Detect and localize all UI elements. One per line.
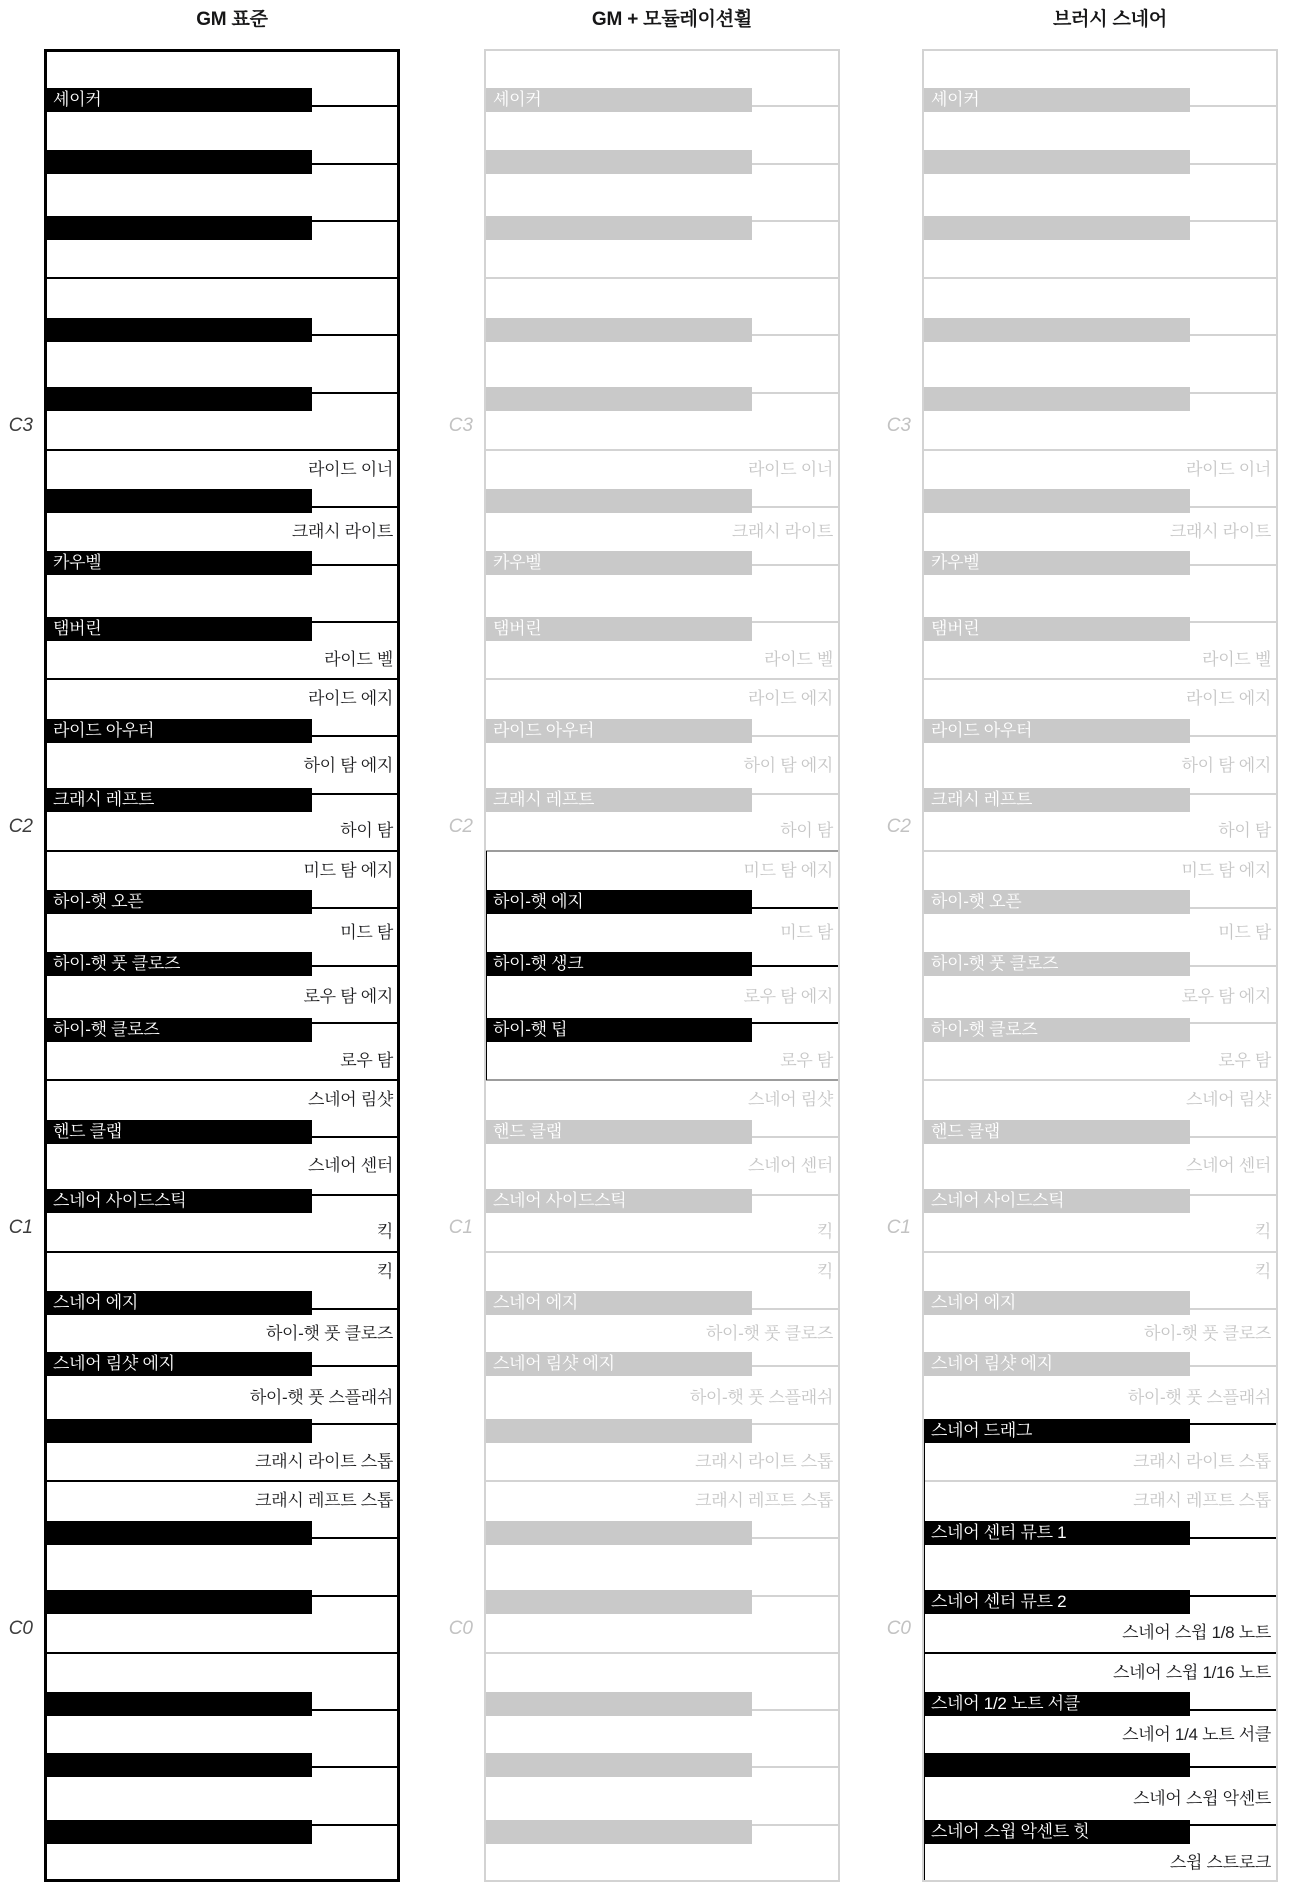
white-key-label: 하이-햇 풋 스플래쉬	[689, 1387, 833, 1407]
black-key	[44, 1753, 312, 1777]
black-key	[922, 1352, 1190, 1376]
white-key-label: 라이드 에지	[1185, 689, 1271, 709]
octave-marker: C0	[886, 1618, 911, 1640]
white-key-divider	[44, 1652, 400, 1654]
black-key	[44, 1590, 312, 1614]
white-key-label: 미드 탐 에지	[743, 860, 833, 880]
white-key-label: 스윕 스트로크	[1169, 1852, 1271, 1872]
white-key-divider	[44, 1480, 400, 1482]
keyboard-brush-snare	[922, 49, 1278, 1882]
black-key	[484, 1521, 752, 1545]
white-key-label: 로우 탐	[1218, 1050, 1271, 1070]
black-key-label: 크래시 레프트	[931, 789, 1033, 809]
black-key	[922, 318, 1190, 342]
black-key-label: 스네어 센터 뮤트 2	[931, 1591, 1067, 1611]
black-key	[44, 216, 312, 240]
black-key-label: 하이-햇 오픈	[53, 892, 144, 912]
black-key-label: 카우벨	[493, 552, 542, 572]
black-key	[922, 719, 1190, 743]
black-key-label: 카우벨	[53, 552, 102, 572]
white-key-divider	[44, 277, 400, 279]
white-key-label: 스네어 스윕 1/16 노트	[1112, 1662, 1271, 1682]
black-key	[922, 1692, 1190, 1716]
white-key-label: 하이 탐	[1218, 821, 1271, 841]
black-key-label: 하이-햇 에지	[493, 892, 584, 912]
white-key-divider	[922, 1652, 1278, 1654]
black-key-label: 하이-햇 오픈	[931, 892, 1022, 912]
white-key-label: 하이-햇 풋 클로즈	[1143, 1323, 1271, 1343]
black-key-label: 라이드 아우터	[493, 721, 595, 741]
black-key	[484, 1291, 752, 1315]
black-key	[484, 1692, 752, 1716]
white-key-label: 하이-햇 풋 클로즈	[705, 1323, 833, 1343]
black-key	[44, 890, 312, 914]
black-key-label: 셰이커	[53, 90, 102, 110]
white-key-label: 로우 탐	[340, 1050, 393, 1070]
black-key	[44, 387, 312, 411]
octave-marker: C2	[886, 816, 911, 838]
white-key-label: 라이드 에지	[747, 689, 833, 709]
black-key	[44, 617, 312, 641]
black-key-label: 핸드 클랩	[931, 1122, 1000, 1142]
white-key-divider	[484, 1251, 840, 1253]
white-key-label: 하이 탐	[780, 821, 833, 841]
white-key-label: 라이드 벨	[1202, 649, 1271, 669]
black-key-label: 크래시 레프트	[493, 789, 595, 809]
white-key-label: 로우 탐 에지	[303, 986, 393, 1006]
black-key	[484, 1753, 752, 1777]
white-key-label: 킥	[376, 1261, 393, 1281]
white-key-divider	[44, 678, 400, 680]
white-key-label: 스네어 1/4 노트 서클	[1122, 1724, 1271, 1744]
black-key	[484, 1352, 752, 1376]
black-key	[44, 1291, 312, 1315]
white-key-label: 하이 탐 에지	[303, 755, 393, 775]
white-key-divider	[44, 1079, 400, 1081]
black-key-label: 스네어 사이드스틱	[493, 1190, 627, 1210]
black-key	[922, 551, 1190, 575]
white-key-label: 크래시 라이트	[291, 521, 393, 541]
black-key	[484, 788, 752, 812]
black-key-label: 하이-햇 클로즈	[931, 1019, 1038, 1039]
black-key	[484, 88, 752, 112]
white-key-label: 킥	[816, 1261, 833, 1281]
black-key-label: 탬버린	[931, 618, 980, 638]
white-key-label: 크래시 라이트	[1169, 521, 1271, 541]
white-key-label: 스네어 스윕 악센트	[1133, 1788, 1271, 1808]
white-key-divider	[484, 1652, 840, 1654]
white-key-label: 크래시 레프트 스톱	[1133, 1491, 1271, 1511]
white-key-label: 하이 탐 에지	[1181, 755, 1271, 775]
black-key-label: 탬버린	[53, 618, 102, 638]
black-key	[484, 387, 752, 411]
black-key-label: 하이-햇 풋 클로즈	[931, 953, 1059, 973]
white-key-label: 라이드 에지	[307, 689, 393, 709]
white-key-divider	[922, 277, 1278, 279]
black-key	[484, 952, 752, 976]
black-key-label: 스네어 에지	[493, 1293, 579, 1313]
black-key-label: 스네어 림샷 에지	[493, 1354, 615, 1374]
white-key-divider	[922, 1480, 1278, 1482]
white-key-label: 라이드 이너	[307, 459, 393, 479]
black-key-label: 스네어 센터 뮤트 1	[931, 1523, 1067, 1543]
white-key-label: 로우 탐 에지	[1181, 986, 1271, 1006]
black-key	[922, 489, 1190, 513]
white-key-label: 크래시 레프트 스톱	[255, 1491, 393, 1511]
white-key-label: 스네어 스윕 1/8 노트	[1122, 1623, 1271, 1643]
black-key	[44, 551, 312, 575]
black-key-label: 탬버린	[493, 618, 542, 638]
black-key-label: 스네어 스윕 악센트 힛	[931, 1821, 1090, 1841]
black-key-label: 하이-햇 풋 클로즈	[53, 953, 181, 973]
black-key	[484, 1590, 752, 1614]
octave-marker: C3	[886, 415, 911, 437]
black-key	[922, 1189, 1190, 1213]
white-key-divider	[484, 449, 840, 451]
black-key-label: 라이드 아우터	[931, 721, 1033, 741]
black-key-label: 하이-햇 클로즈	[53, 1019, 160, 1039]
white-key-divider	[44, 449, 400, 451]
black-key-label: 스네어 에지	[931, 1293, 1017, 1313]
black-key	[44, 1120, 312, 1144]
white-key-label: 킥	[816, 1222, 833, 1242]
white-key-label: 미드 탐	[340, 922, 393, 942]
black-key-label: 핸드 클랩	[493, 1122, 562, 1142]
black-key	[484, 719, 752, 743]
black-key-label: 크래시 레프트	[53, 789, 155, 809]
white-key-label: 스네어 센터	[747, 1156, 833, 1176]
white-key-label: 하이 탐 에지	[743, 755, 833, 775]
black-key	[484, 1018, 752, 1042]
white-key-label: 라이드 이너	[1185, 459, 1271, 479]
black-key	[922, 1419, 1190, 1443]
keyboard-gm-modwheel	[484, 49, 840, 1882]
white-key-divider	[44, 850, 400, 852]
white-key-label: 미드 탐	[1218, 922, 1271, 942]
white-key-label: 로우 탐	[780, 1050, 833, 1070]
black-key	[484, 1189, 752, 1213]
black-key	[484, 318, 752, 342]
black-key	[44, 1692, 312, 1716]
black-key	[44, 788, 312, 812]
black-key-label: 스네어 림샷 에지	[53, 1354, 175, 1374]
white-key-divider	[484, 1480, 840, 1482]
black-key	[44, 1018, 312, 1042]
black-key	[922, 1521, 1190, 1545]
black-key	[484, 1820, 752, 1844]
black-key	[484, 1120, 752, 1144]
black-key	[922, 1590, 1190, 1614]
octave-marker: C0	[448, 1618, 473, 1640]
white-key-label: 킥	[376, 1222, 393, 1242]
black-key-label: 셰이커	[493, 90, 542, 110]
black-key	[922, 1291, 1190, 1315]
octave-marker: C1	[448, 1217, 473, 1239]
white-key-label: 크래시 라이트	[731, 521, 833, 541]
white-key-label: 스네어 센터	[307, 1156, 393, 1176]
white-key-divider	[922, 850, 1278, 852]
black-key-label: 스네어 사이드스틱	[931, 1190, 1065, 1210]
black-key-label: 라이드 아우터	[53, 721, 155, 741]
octave-marker: C1	[886, 1217, 911, 1239]
white-key-label: 크래시 라이트 스톱	[1133, 1451, 1271, 1471]
white-key-label: 스네어 센터	[1185, 1156, 1271, 1176]
white-key-divider	[922, 449, 1278, 451]
black-key	[44, 1189, 312, 1213]
black-key	[484, 617, 752, 641]
white-key-label: 하이-햇 풋 스플래쉬	[1127, 1387, 1271, 1407]
black-key-label: 스네어 림샷 에지	[931, 1354, 1053, 1374]
column-title-gm-modwheel: GM + 모듈레이션휠	[591, 9, 753, 30]
white-key-label: 미드 탐 에지	[1181, 860, 1271, 880]
white-key-divider	[922, 1251, 1278, 1253]
white-key-divider	[922, 678, 1278, 680]
black-key	[922, 88, 1190, 112]
black-key	[922, 890, 1190, 914]
black-key	[484, 216, 752, 240]
white-key-divider	[484, 1079, 840, 1081]
black-key-label: 셰이커	[931, 90, 980, 110]
black-key-label: 스네어 1/2 노트 서클	[931, 1694, 1080, 1714]
black-key	[44, 150, 312, 174]
white-key-divider	[484, 678, 840, 680]
highlight-left-border	[484, 851, 487, 1080]
octave-marker: C0	[8, 1618, 33, 1640]
black-key	[922, 216, 1190, 240]
black-key-label: 하이-햇 생크	[493, 953, 584, 973]
black-key	[484, 1419, 752, 1443]
black-key	[922, 1820, 1190, 1844]
column-title-brush-snare: 브러시 스네어	[1052, 9, 1167, 30]
white-key-label: 크래시 라이트 스톱	[695, 1451, 833, 1471]
black-key	[44, 1521, 312, 1545]
white-key-label: 하이-햇 풋 클로즈	[265, 1323, 393, 1343]
white-key-divider	[484, 277, 840, 279]
white-key-label: 크래시 레프트 스톱	[695, 1491, 833, 1511]
black-key-label: 하이-햇 팁	[493, 1019, 568, 1039]
black-key	[922, 1753, 1190, 1777]
black-key	[44, 719, 312, 743]
white-key-label: 라이드 벨	[324, 649, 393, 669]
black-key	[922, 387, 1190, 411]
white-key-label: 미드 탐 에지	[303, 860, 393, 880]
black-key	[484, 890, 752, 914]
black-key-label: 스네어 사이드스틱	[53, 1190, 187, 1210]
white-key-label: 스네어 림샷	[747, 1090, 833, 1110]
black-key-label: 스네어 드래그	[931, 1420, 1033, 1440]
black-key	[44, 1352, 312, 1376]
white-key-divider	[44, 1251, 400, 1253]
white-key-label: 스네어 림샷	[307, 1090, 393, 1110]
black-key-label: 스네어 에지	[53, 1293, 139, 1313]
keyboard-gm-standard	[44, 49, 400, 1882]
black-key-label: 카우벨	[931, 552, 980, 572]
black-key	[922, 617, 1190, 641]
black-key	[44, 1419, 312, 1443]
black-key	[44, 318, 312, 342]
white-key-label: 킥	[1254, 1261, 1271, 1281]
black-key	[44, 952, 312, 976]
black-key	[922, 952, 1190, 976]
octave-marker: C3	[8, 415, 33, 437]
column-title-gm-standard: GM 표준	[196, 9, 268, 30]
octave-marker: C3	[448, 415, 473, 437]
octave-marker: C1	[8, 1217, 33, 1239]
white-key-label: 라이드 벨	[764, 649, 833, 669]
octave-marker: C2	[8, 816, 33, 838]
highlight-left-border	[922, 1419, 925, 1882]
black-key-label: 핸드 클랩	[53, 1122, 122, 1142]
white-key-label: 라이드 이너	[747, 459, 833, 479]
black-key	[922, 1018, 1190, 1042]
octave-marker: C2	[448, 816, 473, 838]
white-key-label: 미드 탐	[780, 922, 833, 942]
black-key	[44, 1820, 312, 1844]
white-key-divider	[484, 850, 840, 852]
black-key	[44, 88, 312, 112]
white-key-label: 킥	[1254, 1222, 1271, 1242]
white-key-label: 로우 탐 에지	[743, 986, 833, 1006]
black-key	[484, 551, 752, 575]
black-key	[44, 489, 312, 513]
black-key	[922, 1120, 1190, 1144]
black-key	[484, 150, 752, 174]
white-key-label: 하이-햇 풋 스플래쉬	[249, 1387, 393, 1407]
white-key-label: 하이 탐	[340, 821, 393, 841]
black-key	[922, 788, 1190, 812]
white-key-label: 크래시 라이트 스톱	[255, 1451, 393, 1471]
black-key	[484, 489, 752, 513]
white-key-divider	[922, 1079, 1278, 1081]
black-key	[922, 150, 1190, 174]
white-key-label: 스네어 림샷	[1185, 1090, 1271, 1110]
